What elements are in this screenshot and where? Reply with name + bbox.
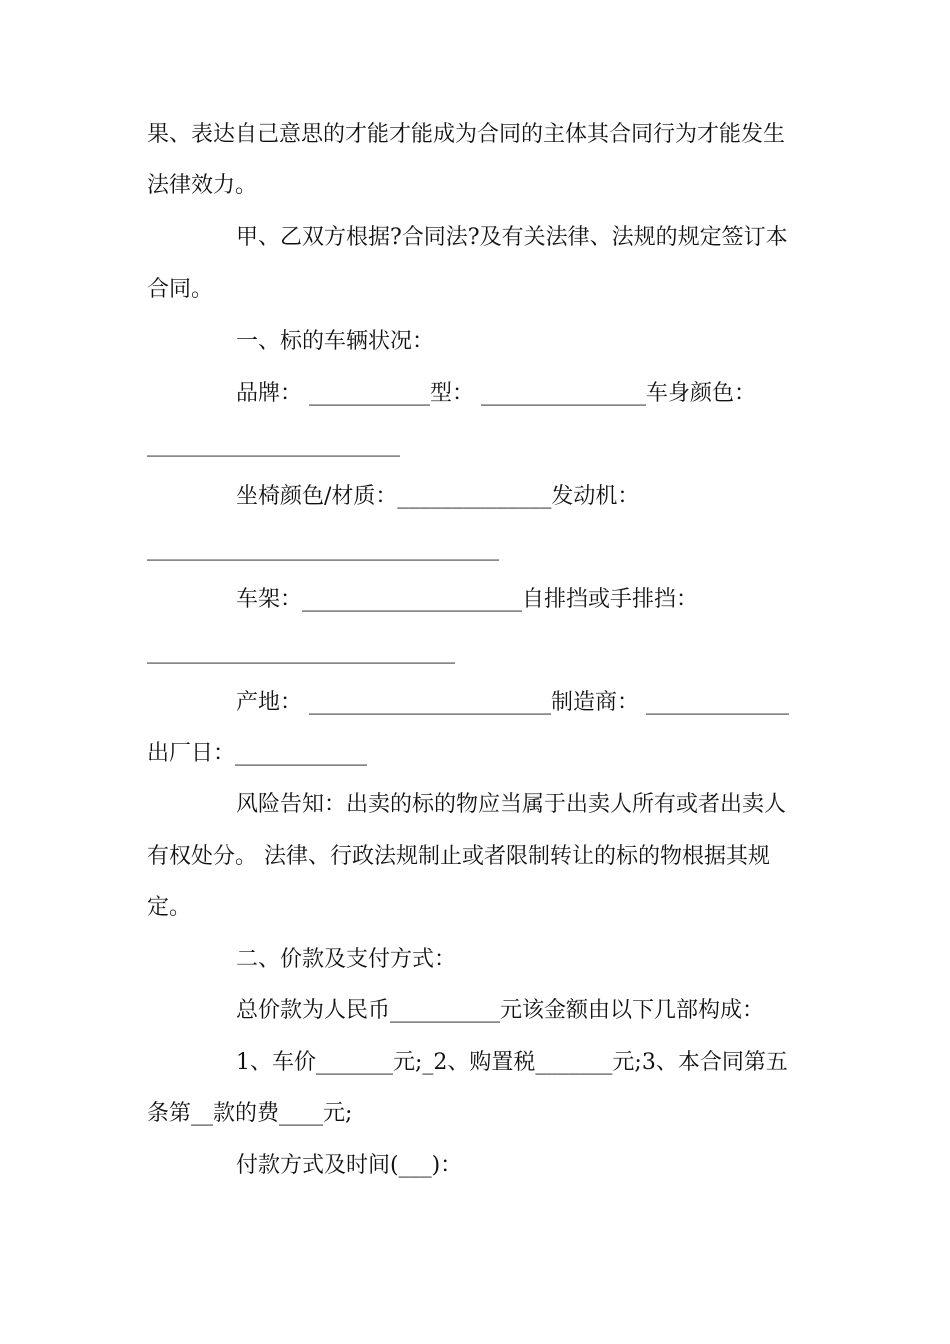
section-heading: 二、价款及支付方式： <box>236 947 457 972</box>
form-field-line: 1、车价_______元;_2、购置税_______元;3、本合同第五 <box>236 1050 788 1075</box>
form-blank-line: _______________________ <box>147 432 400 457</box>
form-field-line: 条第__款的费____元; <box>147 1101 353 1126</box>
text-line: 果、表达自己意思的才能才能成为合同的主体其合同行为才能发生 <box>147 122 786 147</box>
text-line: 风险告知：出卖的标的物应当属于出卖人所有或者出卖人 <box>236 792 787 817</box>
form-field-line: 坐椅颜色/材质：______________发动机： <box>236 484 640 509</box>
form-blank-line: ____________________________ <box>147 639 455 664</box>
text-line: 定。 <box>147 895 192 920</box>
section-heading: 一、标的车辆状况： <box>236 329 435 354</box>
form-field-line: 品牌： ___________型： _______________车身颜色： <box>236 381 756 406</box>
text-line: 甲、乙双方根据?合同法?及有关法律、法规的规定签订本 <box>236 225 788 250</box>
form-field-line: 产地： ______________________制造商： _____________ <box>236 690 789 715</box>
text-line: 有权处分。 法律、行政法规制止或者限制转让的标的物根据其规 <box>147 844 770 869</box>
form-field-line: 总价款为人民币__________元该金额由以下几部构成： <box>236 998 765 1023</box>
form-blank-line: ________________________________ <box>147 536 499 561</box>
form-field-line: 车架：____________________自排挡或手排挡： <box>236 587 699 612</box>
form-field-line: 付款方式及时间(___)： <box>236 1153 463 1178</box>
form-field-line: 出厂日：____________ <box>147 741 368 766</box>
text-line: 法律效力。 <box>147 173 258 198</box>
text-line: 合同。 <box>147 277 214 302</box>
